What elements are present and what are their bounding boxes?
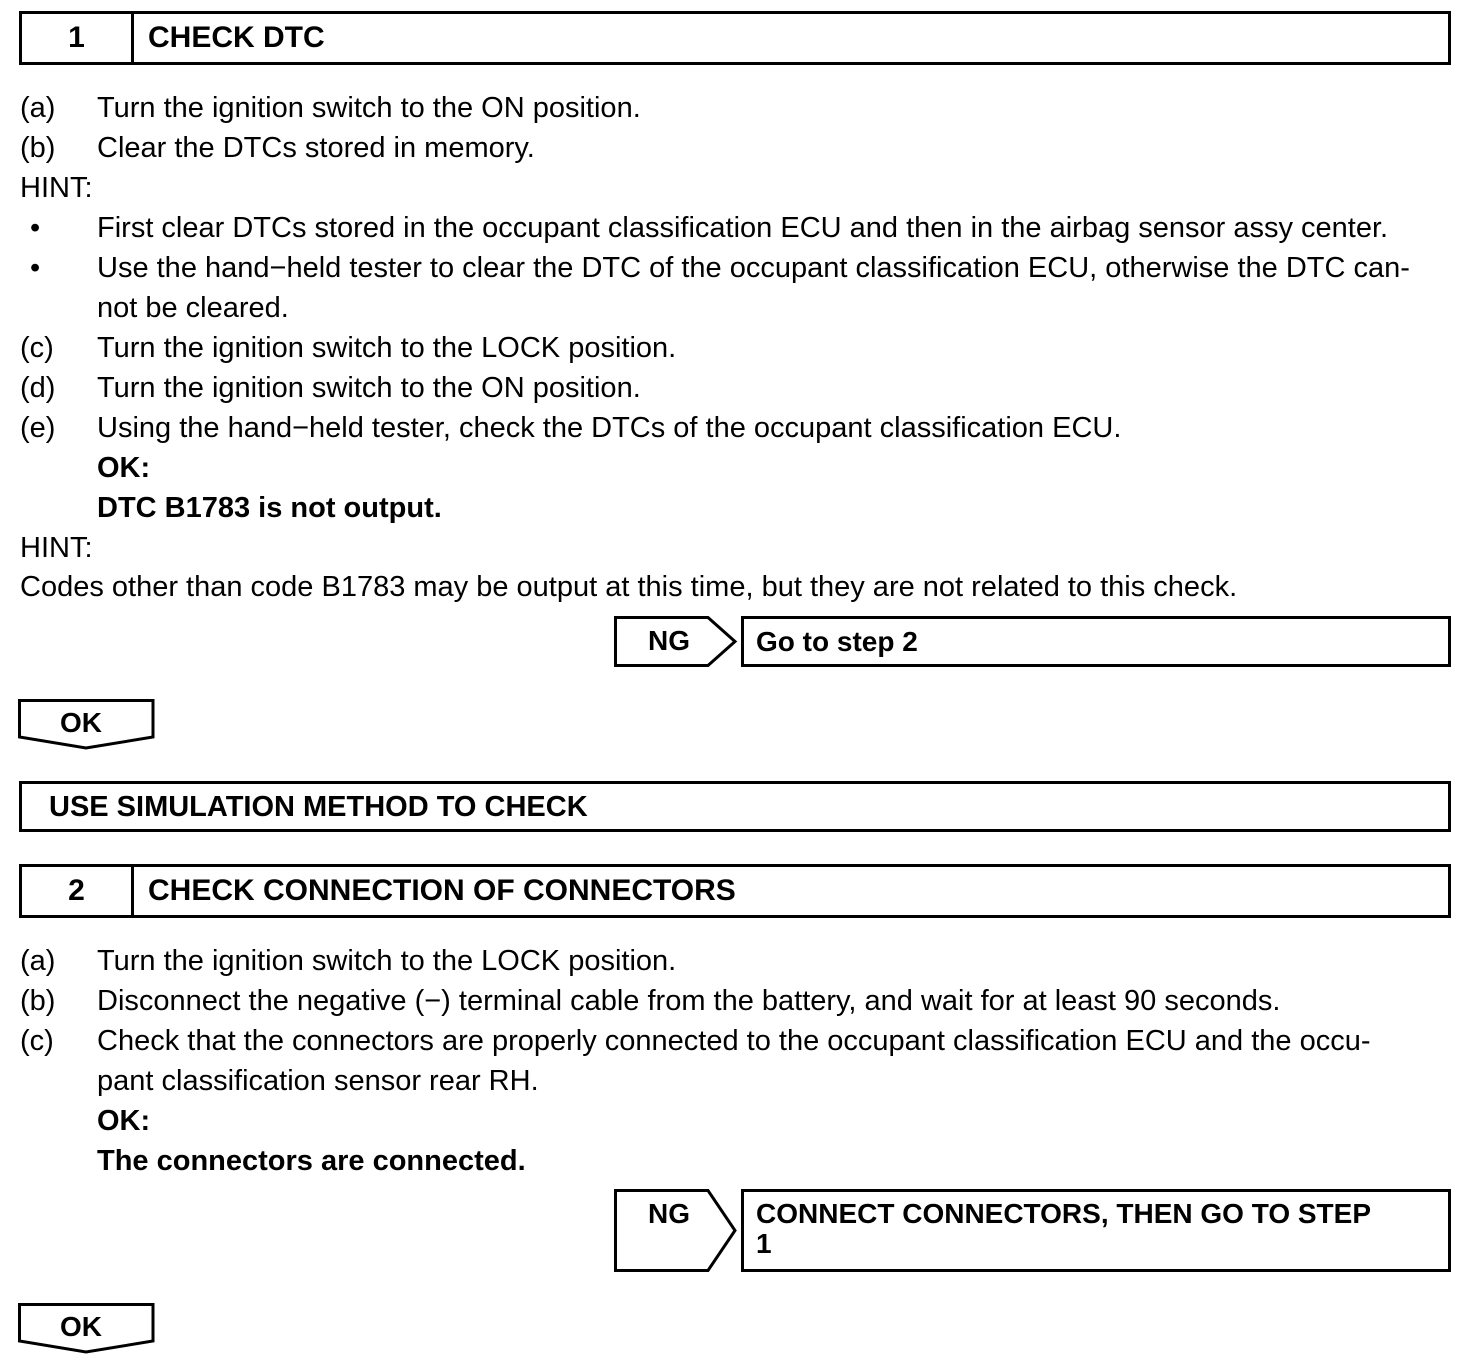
- ng-action-box: [741, 616, 1451, 667]
- item-label: (d): [20, 372, 56, 404]
- hint-text: Codes other than code B1783 may be output at this time, but they are not related to this check.: [20, 571, 1238, 603]
- bullet: •: [30, 212, 41, 244]
- item-text-cont: pant classification sensor rear RH.: [97, 1065, 539, 1097]
- bullet: •: [30, 252, 41, 284]
- ng-action-text: Go to step 2: [756, 626, 918, 657]
- simulation-method-text: USE SIMULATION METHOD TO CHECK: [49, 791, 588, 823]
- ok-label: OK:: [97, 452, 151, 484]
- item-text: Turn the ignition switch to the LOCK position.: [97, 945, 677, 977]
- step-2-header: [19, 864, 1451, 918]
- step-number: 2: [22, 867, 134, 915]
- ng-action-text: CONNECT CONNECTORS, THEN GO TO STEP: [756, 1198, 1372, 1229]
- hint-bullet-text: Use the hand−held tester to clear the DTC of the occupant classification ECU, otherwise the DTC can-: [97, 252, 1410, 284]
- hint-label: HINT:: [20, 532, 93, 564]
- hint-bullet-text-cont: not be cleared.: [97, 292, 289, 324]
- step-title: CHECK CONNECTION OF CONNECTORS: [148, 874, 736, 907]
- ng-label: NG: [648, 1198, 690, 1229]
- item-text: Clear the DTCs stored in memory.: [97, 132, 535, 164]
- item-text: Turn the ignition switch to the ON position.: [97, 372, 641, 404]
- simulation-method-box: [19, 781, 1451, 832]
- item-text: Turn the ignition switch to the ON position.: [97, 92, 641, 124]
- ok-criteria: DTC B1783 is not output.: [97, 492, 442, 524]
- ok-arrow-label: OK: [60, 707, 102, 738]
- item-label: (c): [20, 1025, 54, 1057]
- item-label: (b): [20, 985, 56, 1017]
- ng-label: NG: [648, 625, 690, 656]
- item-text: Using the hand−held tester, check the DTCs of the occupant classification ECU.: [97, 412, 1122, 444]
- item-label: (e): [20, 412, 56, 444]
- item-label: (c): [20, 332, 54, 364]
- step-number: 1: [22, 14, 134, 62]
- ng-action-text-cont: 1: [756, 1228, 772, 1259]
- step-title: CHECK DTC: [148, 21, 325, 54]
- ng-action-box: [741, 1189, 1451, 1272]
- hint-label: HINT:: [20, 172, 93, 204]
- hint-bullet-text: First clear DTCs stored in the occupant classification ECU and then in the airbag sensor assy center.: [97, 212, 1389, 244]
- item-label: (b): [20, 132, 56, 164]
- item-label: (a): [20, 92, 56, 124]
- ok-label: OK:: [97, 1105, 151, 1137]
- item-label: (a): [20, 945, 56, 977]
- item-text: Disconnect the negative (−) terminal cable from the battery, and wait for at least 90 seconds.: [97, 985, 1281, 1017]
- item-text: Check that the connectors are properly connected to the occupant classification ECU and the occu-: [97, 1025, 1371, 1057]
- item-text: Turn the ignition switch to the LOCK position.: [97, 332, 677, 364]
- step-1-header: [19, 11, 1451, 65]
- ok-arrow-label: OK: [60, 1311, 102, 1342]
- ok-criteria: The connectors are connected.: [97, 1145, 526, 1177]
